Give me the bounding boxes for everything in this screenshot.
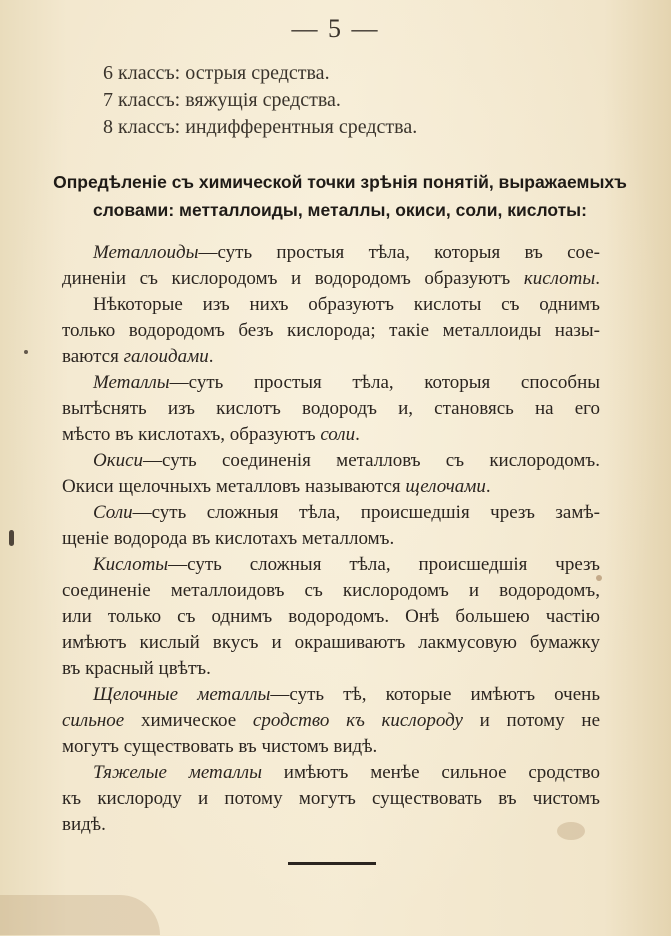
italic-term: соли — [320, 424, 356, 445]
text-line — [62, 734, 600, 760]
text-line — [93, 240, 600, 266]
italic-term: галоидами — [123, 346, 209, 367]
text-line — [62, 604, 600, 630]
text-run: въ красный цвѣтъ. — [62, 658, 211, 679]
italic-term: сильное — [62, 710, 125, 731]
text-run: видѣ. — [62, 814, 106, 835]
text-run: химическое — [124, 710, 253, 731]
text-run: Окиси щелочныхъ металловъ называются — [62, 476, 406, 497]
paper-stain — [0, 895, 160, 935]
text-line — [62, 812, 600, 838]
text-run: къ кислороду и потому могутъ существовать въ чистомъ — [62, 788, 600, 809]
text-line — [62, 578, 600, 604]
italic-term: кислоты — [523, 268, 596, 289]
text-line — [62, 786, 600, 812]
text-run: —суть сложныя тѣла, происшедшія чрезъ — [168, 554, 600, 575]
section-heading-line: Опредѣленіе съ химической точки зрѣнія понятій, выражаемыхъ — [53, 172, 627, 192]
text-run: имѣютъ кислый вкусъ и окрашиваютъ лакмусовую бумажку — [62, 632, 600, 653]
text-line — [62, 630, 600, 656]
text-line — [93, 682, 600, 708]
text-run: . — [485, 476, 491, 497]
italic-term: щелочами — [405, 476, 486, 497]
text-run: —суть соединенія металловъ съ кислородомъ. — [143, 450, 600, 471]
page-number: — 5 — — [291, 14, 380, 43]
class-list — [103, 60, 417, 141]
ink-mark — [9, 530, 14, 546]
text-line — [93, 448, 600, 474]
text-run: щеніе водорода въ кислотахъ металломъ. — [62, 528, 395, 549]
section-heading — [40, 168, 640, 224]
text-line — [62, 396, 600, 422]
italic-term: Щелочные металлы — [93, 684, 271, 705]
text-run: ваются — [62, 346, 124, 367]
italic-term: Металлы — [93, 372, 170, 393]
italic-term: Соли — [93, 502, 133, 523]
class-list-item: 6 классъ: острыя средства. — [103, 62, 330, 84]
text-run: и потому не — [462, 710, 601, 731]
text-line — [62, 266, 600, 292]
text-run: —суть простыя тѣла, которыя въ сое- — [198, 242, 600, 263]
text-line — [93, 292, 600, 318]
text-run: только водородомъ безъ кислорода; такіе металлоиды назы- — [62, 320, 600, 341]
text-run: мѣсто въ кислотахъ, образуютъ — [62, 424, 321, 445]
text-line — [93, 552, 600, 578]
class-list-item: 8 классъ: индифферентныя средства. — [103, 116, 418, 138]
italic-term: Тяжелые металлы — [93, 762, 262, 783]
text-run: или только съ однимъ водородомъ. Онѣ большею частію — [62, 606, 600, 627]
text-line — [62, 422, 600, 448]
text-line — [93, 500, 600, 526]
text-run: . — [208, 346, 214, 367]
text-run: соединеніе металлоидовъ съ кислородомъ и водородомъ, — [62, 580, 600, 601]
text-run: . — [355, 424, 360, 445]
section-heading-line: словами: метталлоиды, металлы, окиси, соли, кислоты: — [93, 200, 587, 220]
italic-term: Кислоты — [93, 554, 169, 575]
text-line — [62, 526, 600, 552]
text-run: имѣютъ менѣе сильное сродство — [261, 762, 600, 783]
text-line — [62, 318, 600, 344]
text-run: вытѣснять изъ кислотъ водородъ и, становясь на его — [62, 398, 600, 419]
text-line — [93, 760, 600, 786]
italic-term: сродство къ кислороду — [252, 710, 463, 731]
text-line — [62, 344, 600, 370]
text-run: . — [595, 268, 600, 289]
text-run: могутъ существовать въ чистомъ видѣ. — [62, 736, 378, 757]
text-run: —суть простыя тѣла, которыя способны — [169, 372, 600, 393]
text-run: Нѣкоторые изъ нихъ образуютъ кислоты съ однимъ — [93, 294, 600, 315]
italic-term: Металлоиды — [93, 242, 199, 263]
text-line — [62, 656, 600, 682]
text-run: —суть тѣ, которые имѣютъ очень — [270, 684, 600, 705]
italic-term: Окиси — [93, 450, 144, 471]
text-run: диненіи съ кислородомъ и водородомъ образуютъ — [62, 268, 524, 289]
class-list-item: 7 классъ: вяжущія средства. — [103, 89, 341, 111]
end-rule — [288, 862, 376, 865]
text-line — [62, 708, 600, 734]
ink-dot — [24, 350, 28, 354]
text-line — [93, 370, 600, 396]
text-run: —суть сложныя тѣла, происшедшія чрезъ замѣ- — [132, 502, 600, 523]
text-line — [62, 474, 600, 500]
